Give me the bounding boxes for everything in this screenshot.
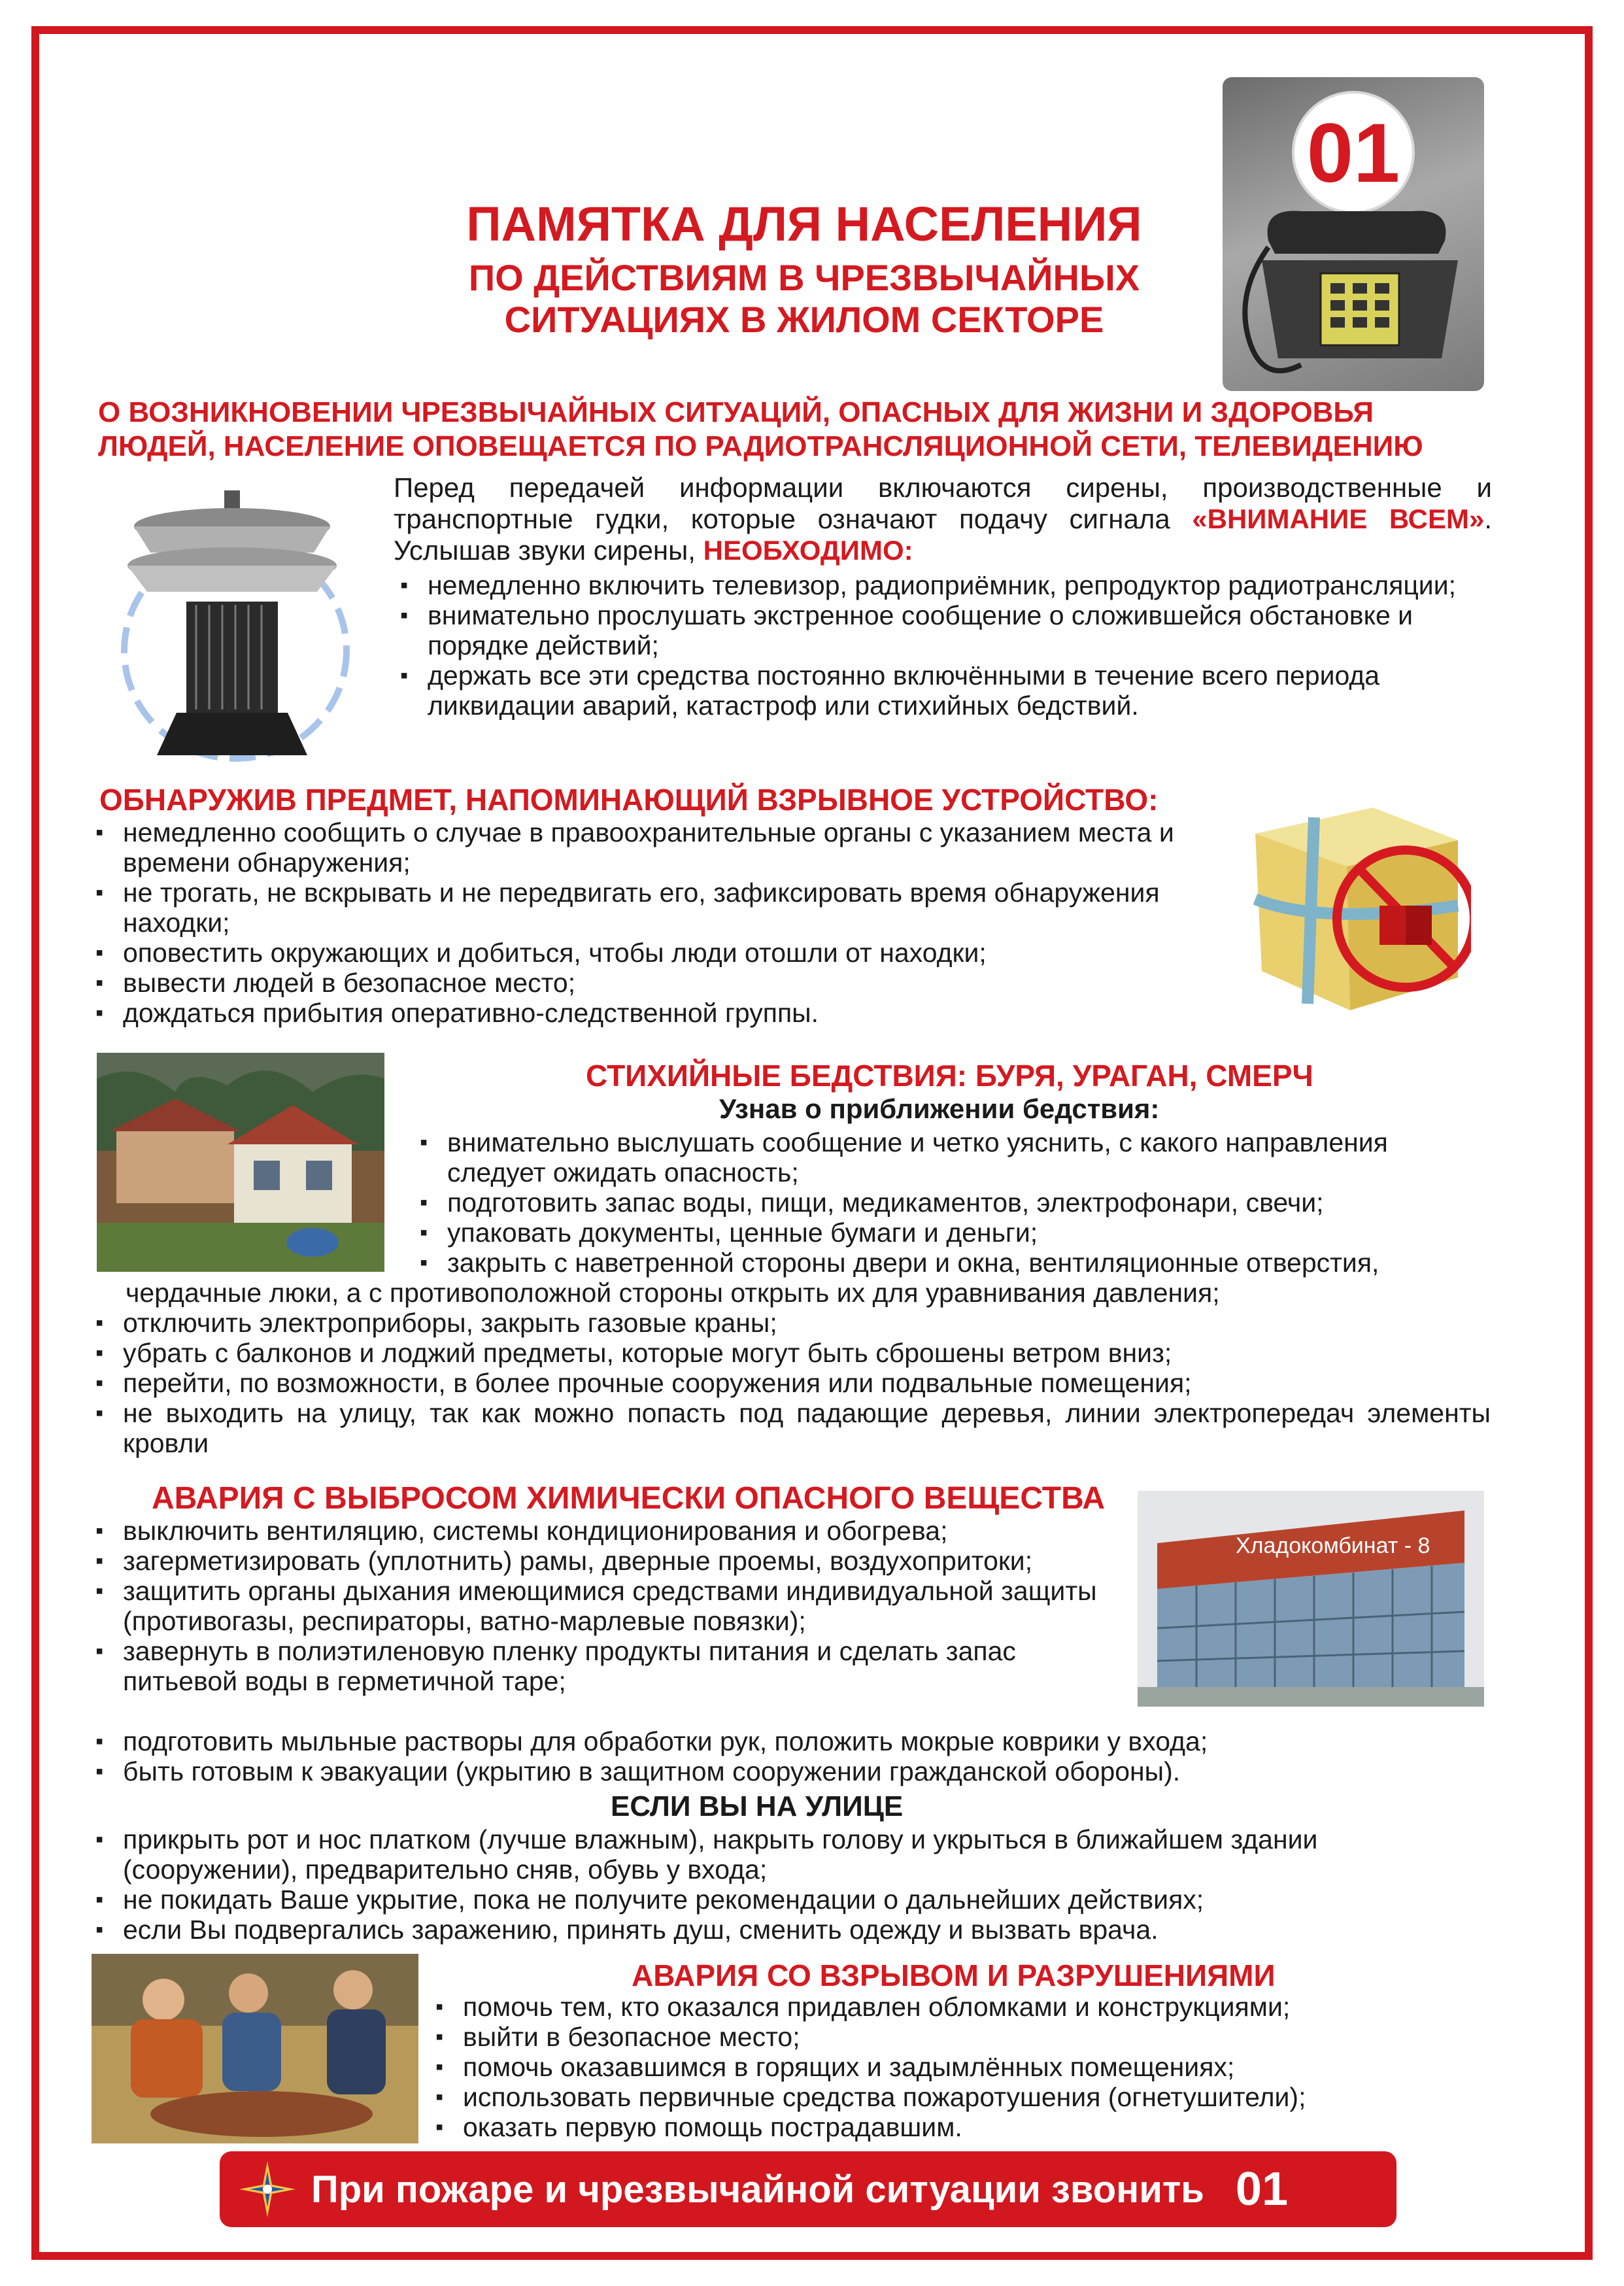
storm-heading: СТИХИЙНЫЕ БЕДСТВИЯ: БУРЯ, УРАГАН, СМЕРЧ — [586, 1059, 1313, 1093]
list-item: ▪ закрыть с наветренной стороны двери и окна, вентиляционные отверстия, — [416, 1248, 1488, 1278]
storm-continuation: чердачные люки, а с противоположной стороны открыть их для уравнивания давления; — [126, 1278, 1220, 1308]
list-item: ▪ защитить органы дыхания имеющимися средствами индивидуальной защиты (противогазы, респираторы, ватно-марлевые повязки); — [92, 1576, 1118, 1636]
building-sign: Хладокомбинат - 8 — [1236, 1533, 1430, 1558]
list-item: ▪ загерметизировать (уплотнить) рамы, дверные проемы, воздухопритоки; — [92, 1546, 1118, 1576]
explosion-list — [431, 1992, 1491, 2142]
list-item: ▪ перейти, по возможности, в более прочные сооружения или подвальные помещения; — [92, 1368, 1491, 1398]
warning-list — [396, 570, 1468, 721]
list-item: ▪ завернуть в полиэтиленовую пленку продукты питания и сделать запас питьевой воды в герметичной таре; — [92, 1636, 1118, 1696]
list-item: ▪ дождаться прибытия оперативно-следственной группы. — [92, 998, 1216, 1028]
suspicious-package-illustration — [1242, 794, 1471, 1017]
list-item: ▪ не покидать Ваше укрытие, пока не получите рекомендации о дальнейших действиях; — [92, 1885, 1491, 1915]
chemical-list — [92, 1516, 1118, 1696]
chemical-list-cont — [92, 1726, 1504, 1786]
signal-text: «ВНИМАНИЕ ВСЕМ» — [1192, 503, 1485, 534]
warning-intro — [394, 472, 1492, 566]
explosive-list — [92, 817, 1216, 1028]
necessary-text: НЕОБХОДИМО: — [703, 535, 913, 566]
footer-number: 01 — [1235, 2163, 1289, 2215]
title-line-1: ПАМЯТКА ДЛЯ НАСЕЛЕНИЯ — [466, 197, 1142, 251]
list-item: ▪ прикрыть рот и нос платком (лучше влажным), накрыть голову и укрыться в ближайшем здании (сооружении), предварительно сняв, обувь у входа; — [92, 1824, 1491, 1885]
storm-house-icon — [97, 1053, 384, 1272]
package-icon — [1242, 794, 1471, 1017]
list-item: ▪ помочь оказавшимся в горящих и задымлённых помещениях; — [431, 2052, 1491, 2082]
storm-list-a — [416, 1127, 1488, 1278]
emergency-star-icon — [238, 2160, 297, 2219]
list-item: ▪ выйти в безопасное место; — [431, 2022, 1491, 2052]
list-item: ▪ отключить электроприборы, закрыть газовые краны; — [92, 1308, 1491, 1338]
street-list — [92, 1824, 1491, 1945]
list-item: ▪ упаковать документы, ценные бумаги и деньги; — [416, 1218, 1488, 1248]
telephone-icon — [1223, 77, 1484, 391]
storm-subheading: Узнав о приближении бедствия: — [719, 1093, 1160, 1124]
list-item: ▪ вывести людей в безопасное место; — [92, 968, 1216, 998]
chemical-plant-illustration — [1138, 1491, 1484, 1707]
list-item: ▪ немедленно включить телевизор, радиоприёмник, репродуктор радиотрансляции; — [396, 570, 1468, 600]
emergency-number-circle: 01 — [1306, 107, 1400, 200]
list-item: ▪ подготовить запас воды, пищи, медикаментов, электрофонари, свечи; — [416, 1187, 1488, 1218]
list-item: ▪ внимательно прослушать экстренное сообщение о сложившейся обстановке и порядке действий; — [396, 600, 1468, 660]
warning-heading-1: О ВОЗНИКНОВЕНИИ ЧРЕЗВЫЧАЙНЫХ СИТУАЦИЙ, ОПАСНЫХ ДЛЯ ЖИЗНИ И ЗДОРОВЬЯ — [98, 396, 1374, 428]
storm-illustration — [97, 1053, 384, 1272]
siren-illustration — [98, 487, 360, 768]
warning-heading-2: ЛЮДЕЙ, НАСЕЛЕНИЕ ОПОВЕЩАЕТСЯ ПО РАДИОТРАНСЛЯЦИОННОЙ СЕТИ, ТЕЛЕВИДЕНИЮ — [98, 430, 1423, 462]
title-line-2: ПО ДЕЙСТВИЯМ В ЧРЕЗВЫЧАЙНЫХ — [468, 257, 1140, 298]
list-item: ▪ быть готовым к эвакуации (укрытию в защитном сооружении гражданской обороны). — [92, 1756, 1504, 1786]
list-item: ▪ если Вы подвергались заражению, принять душ, сменить одежду и вызвать врача. — [92, 1915, 1491, 1945]
intro-text-1: Перед передачей информации включаются сирены, производственные и транспортные гудки, которые означают подачу сигнала — [394, 472, 1492, 534]
list-item: ▪ внимательно выслушать сообщение и четко уяснить, с какого направления следует ожидать опасность; — [416, 1127, 1488, 1187]
rescue-people-icon — [92, 1954, 418, 2143]
list-item: ▪ не трогать, не вскрывать и не передвигать его, зафиксировать время обнаружения находки; — [92, 878, 1216, 938]
list-item: ▪ немедленно сообщить о случае в правоохранительные органы с указанием места и времени обнаружения; — [92, 817, 1216, 878]
footer-text: При пожаре и чрезвычайной ситуации звонить — [311, 2168, 1204, 2211]
list-item: ▪ помочь тем, кто оказался придавлен обломками и конструкциями; — [431, 1992, 1491, 2022]
list-item: ▪ не выходить на улицу, так как можно попасть под падающие деревья, линии электропередач элементы кровли — [92, 1398, 1491, 1458]
footer-banner — [220, 2151, 1396, 2227]
storm-list-b — [92, 1308, 1491, 1458]
list-item: ▪ выключить вентиляцию, системы кондиционирования и обогрева; — [92, 1516, 1118, 1546]
telephone-illustration — [1223, 77, 1484, 391]
list-item: ▪ использовать первичные средства пожаротушения (огнетушители); — [431, 2082, 1491, 2112]
siren-icon — [98, 487, 360, 768]
list-item: ▪ держать все эти средства постоянно включёнными в течение всего периода ликвидации аварий, катастроф или стихийных бедствий. — [396, 660, 1468, 721]
chemical-heading: АВАРИЯ С ВЫБРОСОМ ХИМИЧЕСКИ ОПАСНОГО ВЕЩЕСТВА — [152, 1481, 1106, 1516]
rescue-illustration — [92, 1954, 418, 2143]
street-heading: ЕСЛИ ВЫ НА УЛИЦЕ — [611, 1790, 904, 1822]
list-item: ▪ подготовить мыльные растворы для обработки рук, положить мокрые коврики у входа; — [92, 1726, 1504, 1756]
factory-building-icon — [1138, 1491, 1484, 1707]
list-item: ▪ убрать с балконов и лоджий предметы, которые могут быть сброшены ветром вниз; — [92, 1338, 1491, 1368]
list-item: ▪ оповестить окружающих и добиться, чтобы люди отошли от находки; — [92, 938, 1216, 968]
intro-text-2: . Услышав звуки сирены, — [394, 503, 1492, 566]
title-line-3: СИТУАЦИЯХ В ЖИЛОМ СЕКТОРЕ — [504, 299, 1104, 340]
list-item: ▪ оказать первую помощь пострадавшим. — [431, 2112, 1491, 2142]
explosion-heading: АВАРИЯ СО ВЗРЫВОМ И РАЗРУШЕНИЯМИ — [632, 1958, 1276, 1992]
explosive-heading: ОБНАРУЖИВ ПРЕДМЕТ, НАПОМИНАЮЩИЙ ВЗРЫВНОЕ УСТРОЙСТВО: — [99, 783, 1159, 817]
